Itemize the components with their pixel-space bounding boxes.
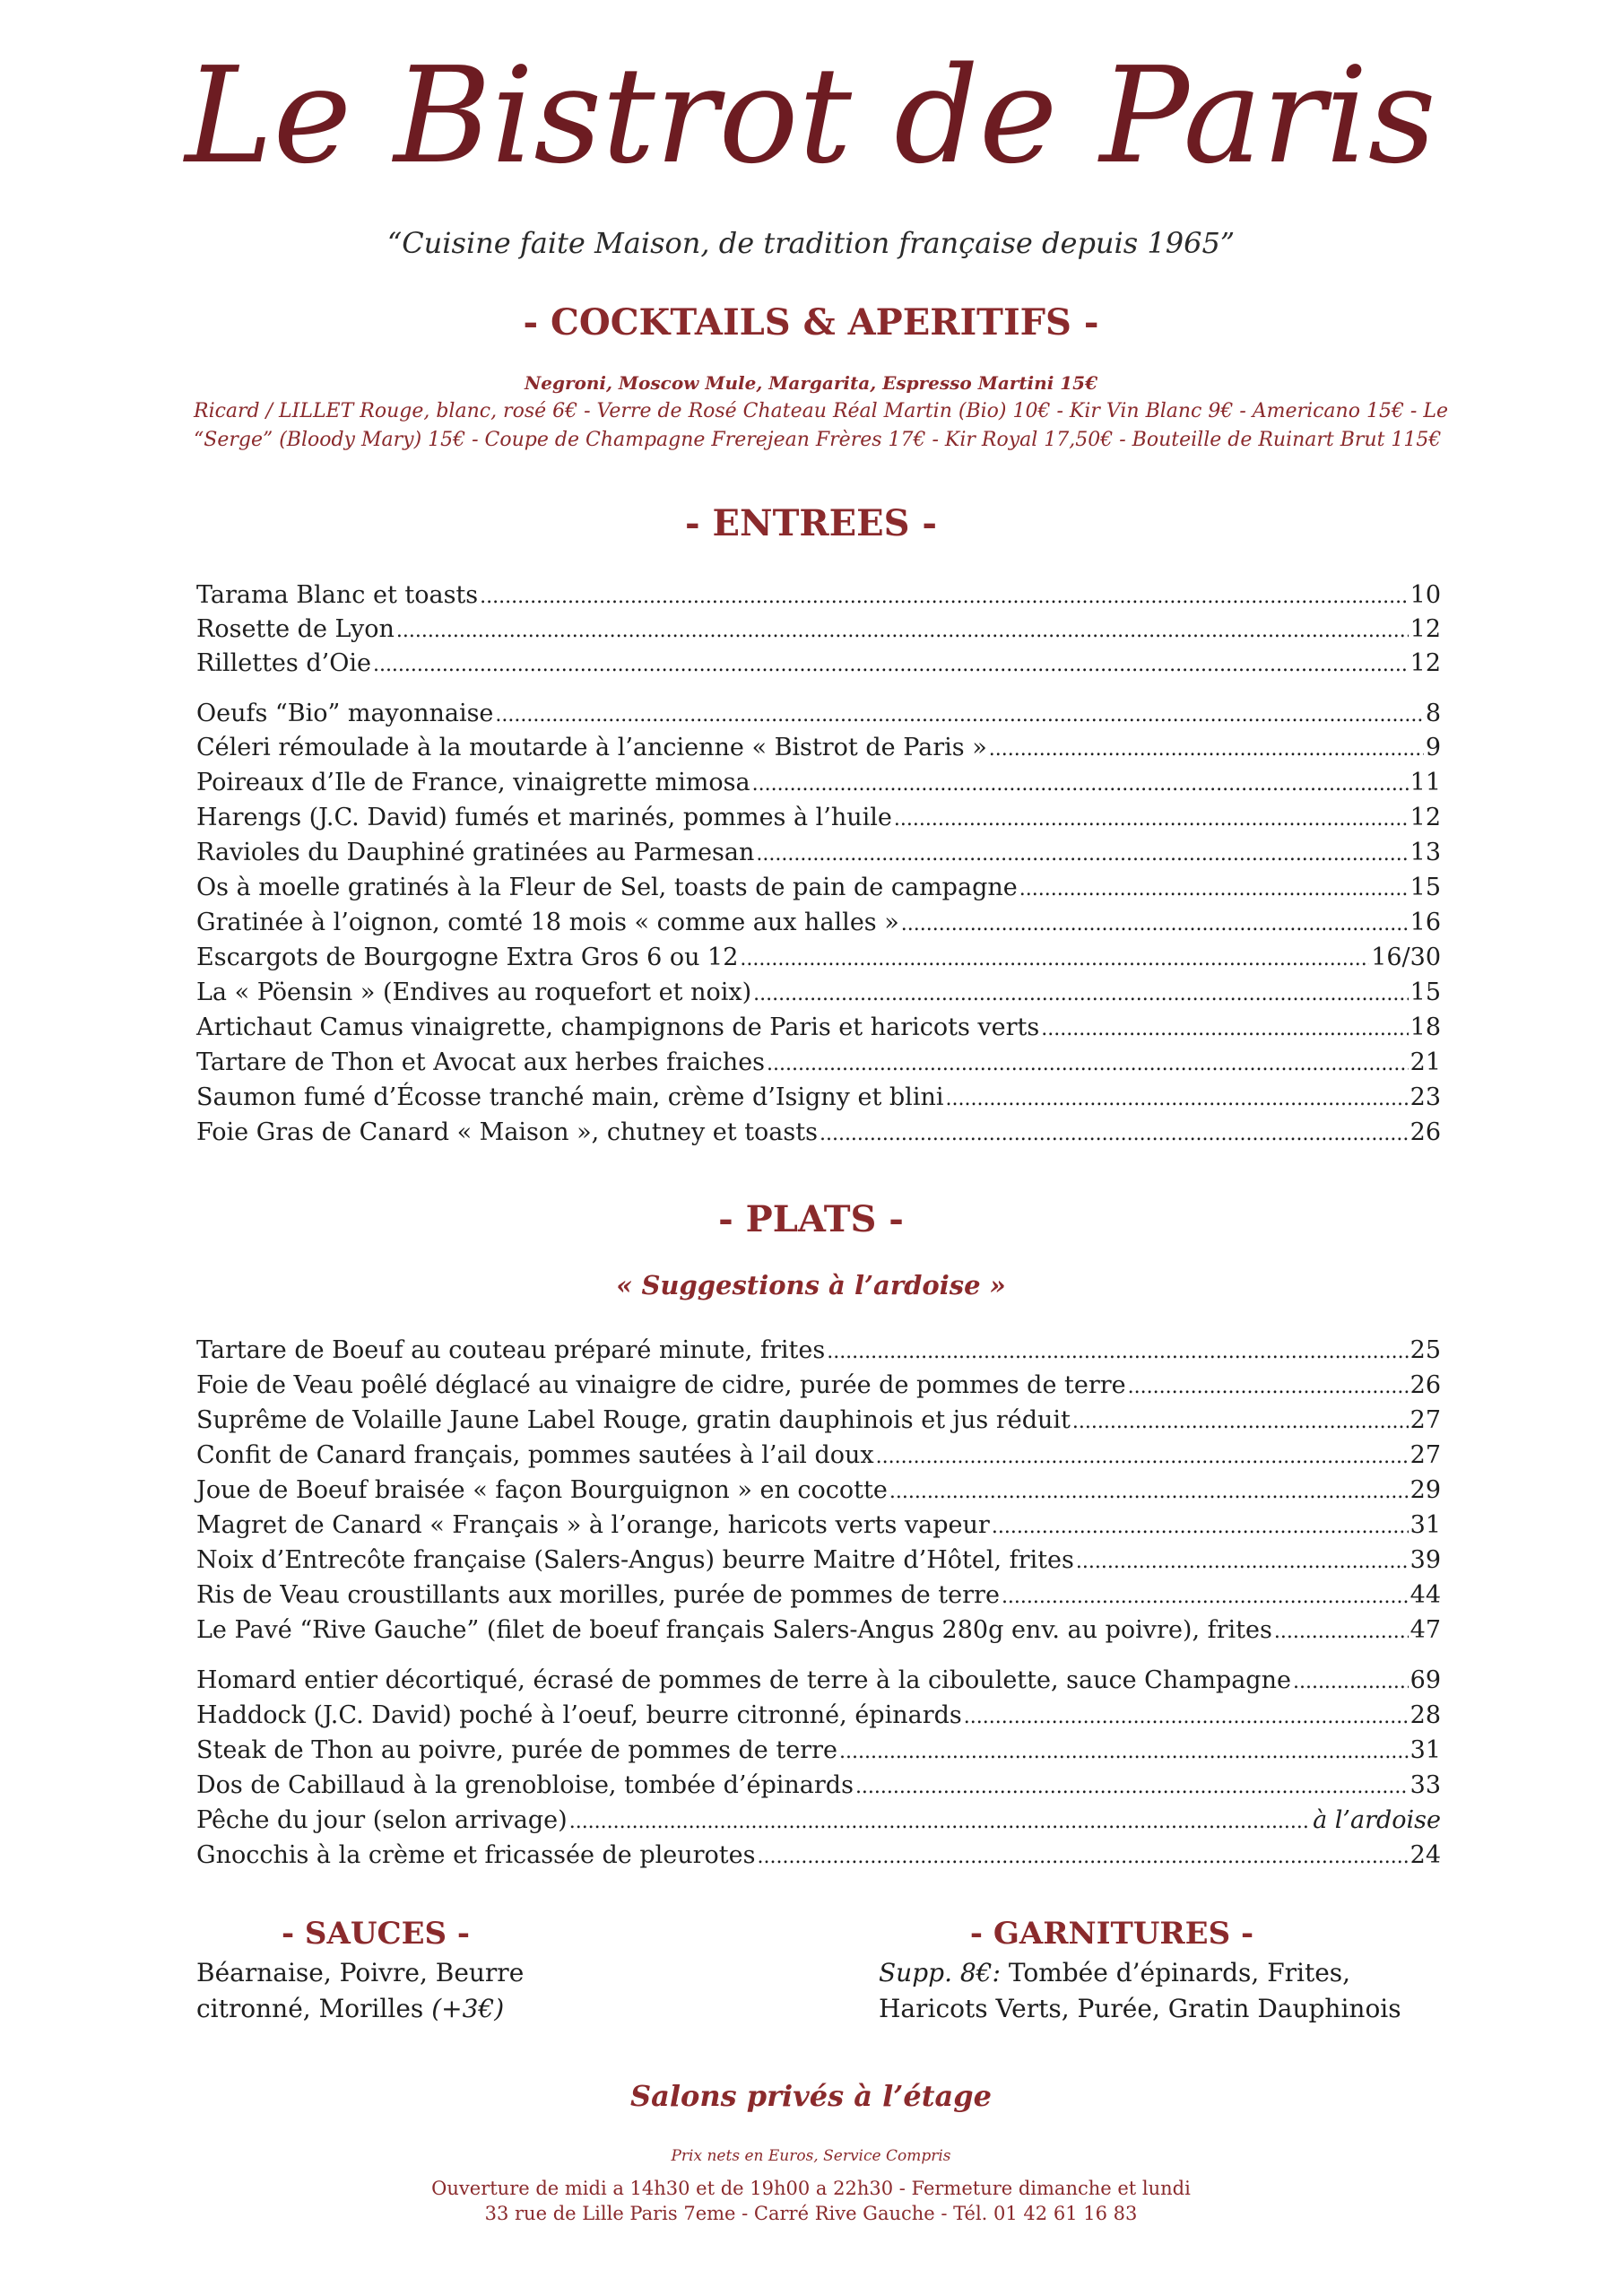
salons-prives-note: Salons privés à l’étage — [629, 2079, 993, 2113]
menu-item — [196, 615, 1441, 643]
menu-item-price: 33 — [1409, 1771, 1441, 1799]
menu-item-price: à l’ardoise — [1313, 1806, 1441, 1834]
menu-item-name: Noix d’Entrecôte française (Salers-Angus) beurre Maitre d’Hôtel, frites — [196, 1546, 1074, 1574]
menu-item-price: 29 — [1409, 1476, 1441, 1504]
menu-item — [196, 1666, 1441, 1694]
menu-item-price: 26 — [1409, 1118, 1441, 1146]
menu-item-price: 69 — [1409, 1666, 1441, 1694]
plats-title: - PLATS - — [718, 1198, 904, 1240]
menu-item-name: Le Pavé “Rive Gauche” (filet de boeuf français Salers-Angus 280g env. au poivre), frites — [196, 1616, 1272, 1644]
menu-item-price: 9 — [1425, 734, 1441, 761]
garnitures-title: - GARNITURES - — [969, 1916, 1254, 1952]
menu-item-price: 8 — [1425, 700, 1441, 727]
opening-hours: Ouverture de midi a 14h30 et de 19h00 a 22h30 - Fermeture dimanche et lundi — [431, 2178, 1191, 2199]
menu-item-price: 18 — [1409, 1013, 1441, 1041]
menu-item — [196, 1083, 1441, 1111]
menu-item-price: 12 — [1409, 615, 1441, 643]
menu-item-price: 25 — [1409, 1336, 1441, 1364]
menu-item — [196, 944, 1441, 971]
menu-item-price: 31 — [1409, 1511, 1441, 1539]
menu-item — [196, 581, 1441, 609]
menu-item — [196, 649, 1441, 677]
menu-item-price: 16 — [1409, 909, 1441, 936]
garnitures-line: Supp. 8€: Tombée d’épinards, Frites, — [879, 1958, 1351, 1987]
menu-item-name: Ris de Veau croustillants aux morilles, purée de pommes de terre — [196, 1581, 1000, 1609]
menu-item-name: Céleri rémoulade à la moutarde à l’ancienne « Bistrot de Paris » — [196, 734, 987, 761]
restaurant-logo — [0, 18, 1622, 206]
menu-item-name: Escargots de Bourgogne Extra Gros 6 ou 12 — [196, 944, 739, 971]
menu-item-name: Steak de Thon au poivre, purée de pommes de terre — [196, 1736, 837, 1764]
menu-item — [196, 769, 1441, 796]
garnitures-list — [879, 1955, 1401, 2027]
address: 33 rue de Lille Paris 7eme - Carré Rive Gauche - Tél. 01 42 61 16 83 — [484, 2203, 1138, 2224]
menu-item-price: 23 — [1409, 1083, 1441, 1111]
menu-item-name: Tartare de Thon et Avocat aux herbes fraiches — [196, 1048, 766, 1076]
menu-item — [196, 874, 1441, 901]
menu-item-price: 47 — [1409, 1616, 1441, 1644]
menu-item-name: Confit de Canard français, pommes sautées à l’ail doux — [196, 1441, 874, 1469]
sauces-title: - SAUCES - — [281, 1916, 470, 1952]
menu-item — [196, 909, 1441, 936]
menu-item — [196, 1701, 1441, 1729]
menu-item-price: 21 — [1409, 1048, 1441, 1076]
menu-item — [196, 1048, 1441, 1076]
menu-item — [196, 1511, 1441, 1539]
menu-item-name: Tarama Blanc et toasts — [196, 581, 479, 609]
menu-item-price: 39 — [1409, 1546, 1441, 1574]
cocktails-list-line: Ricard / LILLET Rouge, blanc, rosé 6€ - Verre de Rosé Chateau Réal Martin (Bio) 10€ - Kir Vin Blanc 9€ - Americano 15€ - Le — [194, 400, 1448, 422]
menu-item-name: Gnocchis à la crème et fricassée de pleurotes — [196, 1841, 756, 1869]
prices-note: Prix nets en Euros, Service Compris — [671, 2147, 951, 2165]
menu-item — [196, 1336, 1441, 1364]
sauces-line: Béarnaise, Poivre, Beurre — [196, 1958, 525, 1987]
sauces-list — [196, 1955, 524, 2027]
menu-item-name: Homard entier décortiqué, écrasé de pommes de terre à la ciboulette, sauce Champagne — [196, 1666, 1291, 1694]
menu-item-name: La « Pöensin » (Endives au roquefort et noix) — [196, 978, 752, 1006]
menu-item-price: 26 — [1409, 1371, 1441, 1399]
menu-item-name: Foie de Veau poêlé déglacé au vinaigre de cidre, purée de pommes de terre — [196, 1371, 1126, 1399]
sauces-line: citronné, Morilles (+3€) — [196, 1994, 505, 2023]
menu-item-name: Harengs (J.C. David) fumés et marinés, pommes à l’huile — [196, 804, 892, 831]
menu-item-price: 27 — [1409, 1441, 1441, 1469]
menu-item-price: 10 — [1409, 581, 1441, 609]
menu-item — [196, 1616, 1441, 1644]
menu-item — [196, 734, 1441, 761]
menu-item-name: Ravioles du Dauphiné gratinées au Parmesan — [196, 839, 755, 866]
menu-item-name: Suprême de Volaille Jaune Label Rouge, gratin dauphinois et jus réduit — [196, 1406, 1071, 1434]
cocktails-highlight: Negroni, Moscow Mule, Margarita, Espresso Martini 15€ — [524, 372, 1098, 394]
menu-item-name: Dos de Cabillaud à la grenobloise, tombée d’épinards — [196, 1771, 854, 1799]
menu-item-name: Artichaut Camus vinaigrette, champignons de Paris et haricots verts — [196, 1013, 1040, 1041]
menu-item-name: Joue de Boeuf braisée « façon Bourguignon » en cocotte — [196, 1476, 888, 1504]
menu-item — [196, 1546, 1441, 1574]
menu-item — [196, 839, 1441, 866]
menu-item-name: Saumon fumé d’Écosse tranché main, crème d’Isigny et blini — [196, 1083, 944, 1111]
menu-item-price: 28 — [1409, 1701, 1441, 1729]
menu-item-price: 31 — [1409, 1736, 1441, 1764]
menu-item-name: Magret de Canard « Français » à l’orange, haricots verts vapeur — [196, 1511, 990, 1539]
menu-item-price: 16/30 — [1371, 944, 1441, 971]
menu-item-name: Foie Gras de Canard « Maison », chutney et toasts — [196, 1118, 818, 1146]
cocktails-list-line: “Serge” (Bloody Mary) 15€ - Coupe de Champagne Frerejean Frères 17€ - Kir Royal 17,50€ - Bouteille de Ruinart Brut 115€ — [194, 429, 1442, 451]
cocktails-title: - COCKTAILS & APERITIFS - — [523, 301, 1099, 344]
menu-item-price: 11 — [1409, 769, 1441, 796]
menu-item-name: Os à moelle gratinés à la Fleur de Sel, toasts de pain de campagne — [196, 874, 1018, 901]
menu-item — [196, 1841, 1441, 1869]
menu-item-name: Poireaux d’Ile de France, vinaigrette mimosa — [196, 769, 750, 796]
menu-item-name: Haddock (J.C. David) poché à l’oeuf, beurre citronné, épinards — [196, 1701, 962, 1729]
menu-item-price: 44 — [1409, 1581, 1441, 1609]
menu-item-name: Rillettes d’Oie — [196, 649, 371, 677]
menu-item-name: Rosette de Lyon — [196, 615, 395, 643]
menu-item — [196, 804, 1441, 831]
tagline: “Cuisine faite Maison, de tradition française depuis 1965” — [386, 226, 1236, 260]
menu-item — [196, 1441, 1441, 1469]
menu-item — [196, 1406, 1441, 1434]
menu-item — [196, 1771, 1441, 1799]
menu-item-price: 27 — [1409, 1406, 1441, 1434]
menu-item-price: 15 — [1409, 874, 1441, 901]
menu-item — [196, 1806, 1441, 1834]
menu-item-name: Gratinée à l’oignon, comté 18 mois « comme aux halles » — [196, 909, 899, 936]
menu-item-price: 24 — [1409, 1841, 1441, 1869]
menu-item-price: 15 — [1409, 978, 1441, 1006]
menu-item-name: Tartare de Boeuf au couteau préparé minute, frites — [196, 1336, 826, 1364]
menu-item — [196, 978, 1441, 1006]
menu-item — [196, 1118, 1441, 1146]
menu-item-price: 12 — [1409, 649, 1441, 677]
entrees-title: - ENTREES - — [685, 502, 937, 544]
plats-subtitle: « Suggestions à l’ardoise » — [616, 1270, 1006, 1300]
logo-text: Le Bistrot de Paris — [185, 39, 1436, 193]
menu-item — [196, 1736, 1441, 1764]
garnitures-line: Haricots Verts, Purée, Gratin Dauphinois — [879, 1994, 1401, 2023]
menu-item — [196, 1581, 1441, 1609]
menu-item — [196, 700, 1441, 727]
menu-item-price: 12 — [1409, 804, 1441, 831]
menu-item — [196, 1476, 1441, 1504]
menu-item-price: 13 — [1409, 839, 1441, 866]
menu-item-name: Oeufs “Bio” mayonnaise — [196, 700, 494, 727]
menu-item — [196, 1013, 1441, 1041]
menu-item-name: Pêche du jour (selon arrivage) — [196, 1806, 568, 1834]
menu-item — [196, 1371, 1441, 1399]
